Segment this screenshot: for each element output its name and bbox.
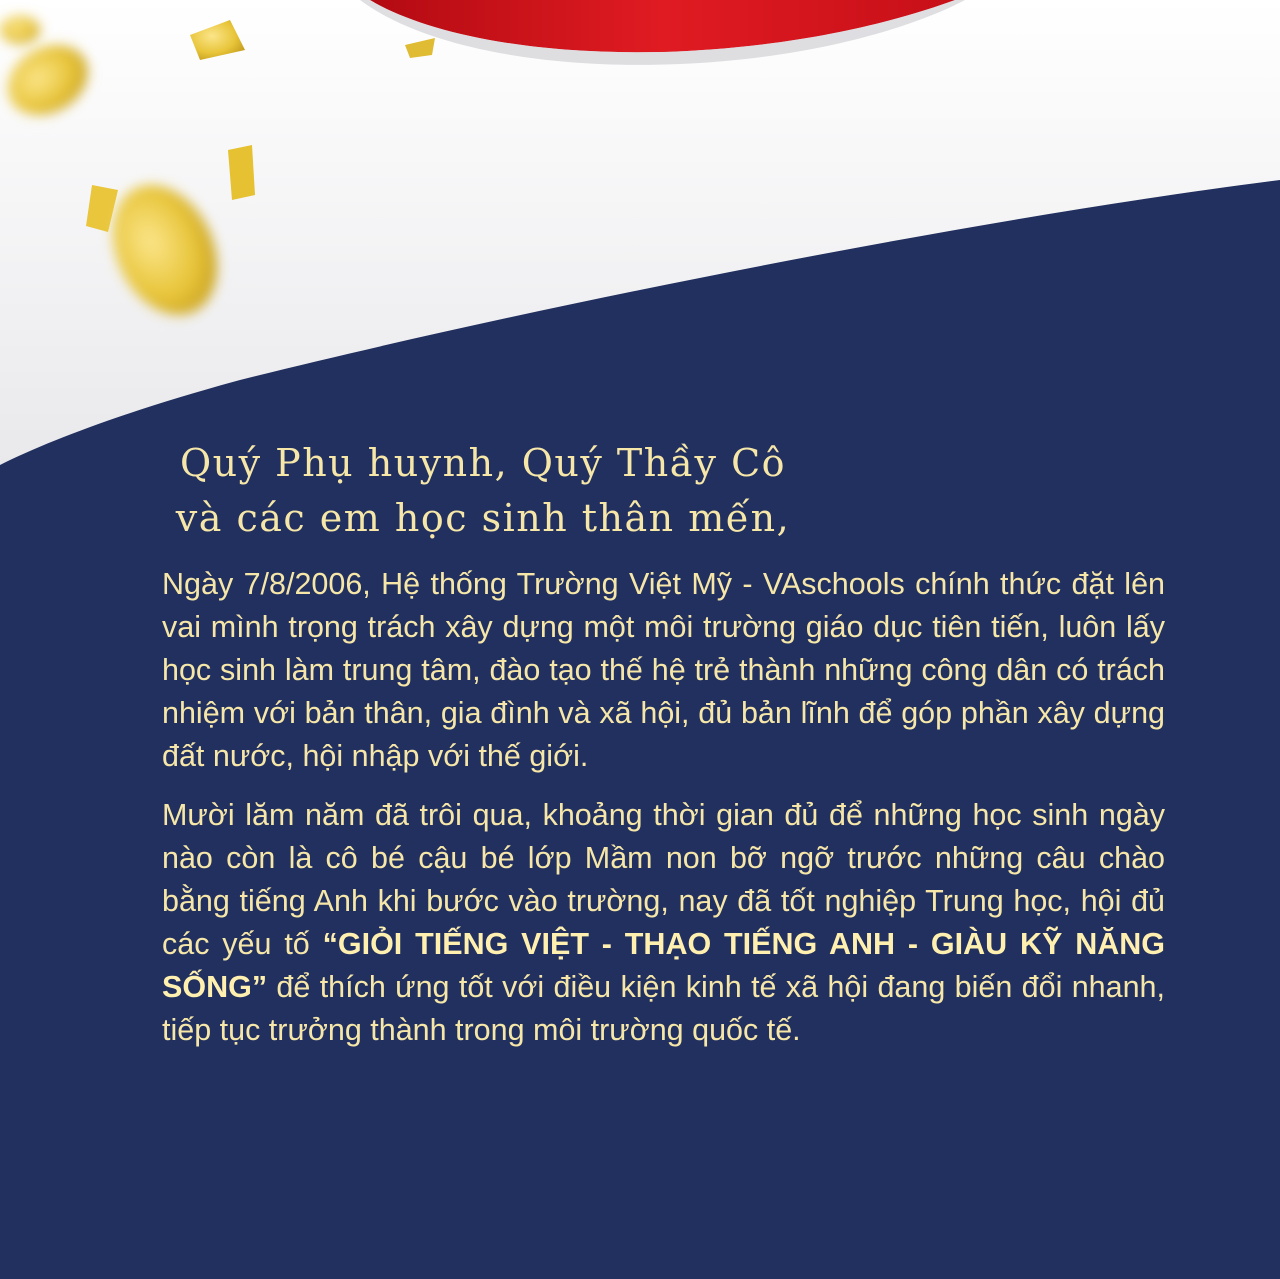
paragraph-2-text-end: để thích ứng tốt với điều kiện kinh tế xã hội đang biến đổi nhanh, tiếp tục trưởng thành trong môi trường quốc tế. (162, 970, 1165, 1047)
paragraph-2 (162, 794, 1165, 1052)
greeting-line-1: Quý Phụ huynh, Quý Thầy Cô (179, 441, 787, 485)
greeting-heading (158, 436, 808, 546)
paragraph-2-highlight: “GIỎI TIẾNG VIỆT - THẠO TIẾNG ANH - GIÀU KỸ NĂNG SỐNG” (162, 927, 1165, 1004)
greeting-line-2: và các em học sinh thân mến, (175, 496, 791, 540)
paragraph-1: Ngày 7/8/2006, Hệ thống Trường Việt Mỹ - VAschools chính thức đặt lên vai mình trọng trách xây dựng một môi trường giáo dục tiên tiến, luôn lấy học sinh làm trung tâm, đào tạo thế hệ trẻ thành những công dân có trách nhiệm với bản thân, gia đình và xã hội, đủ bản lĩnh để góp phần xây dựng đất nước, hội nhập với thế giới. (162, 567, 1165, 773)
paragraph-2-text-start: Mười lăm năm đã trôi qua, khoảng thời gian đủ để những học sinh ngày nào còn là cô bé cậu bé lớp Mầm non bỡ ngỡ trước những câu chào bằng tiếng Anh khi bước vào trường, nay đã tốt nghiệp Trung học, hội đủ các yếu tố (162, 798, 1165, 961)
letter-body (162, 563, 1165, 1068)
